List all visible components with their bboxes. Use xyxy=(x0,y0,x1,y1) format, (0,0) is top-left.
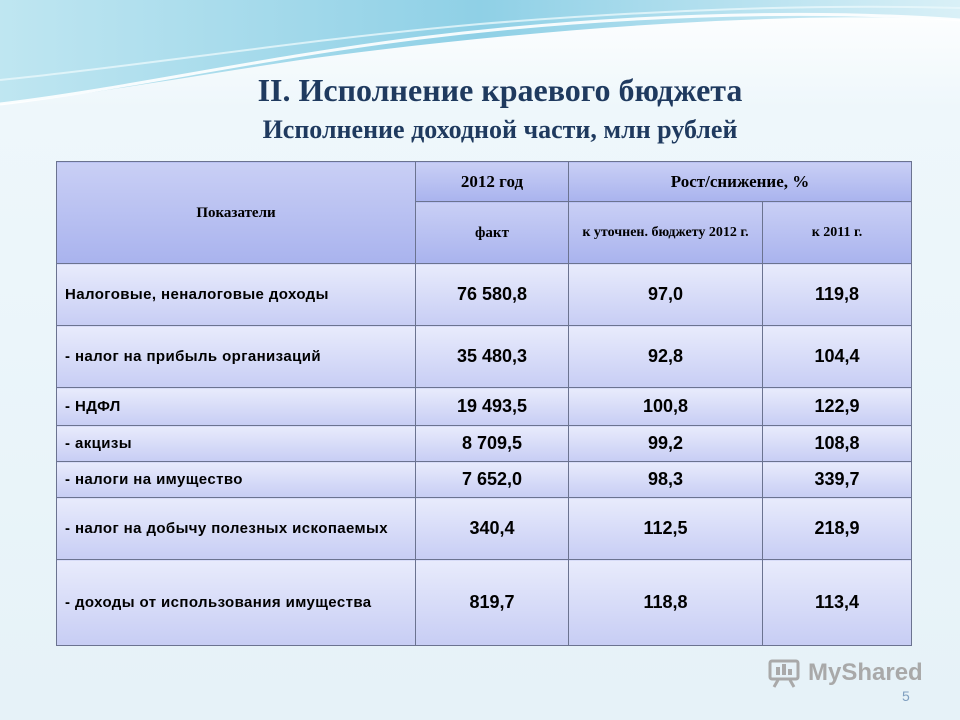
row-vs-budget: 118,8 xyxy=(569,560,763,646)
row-fact: 8 709,5 xyxy=(416,426,569,462)
slide-subtitle: Исполнение доходной части, млн рублей xyxy=(262,115,738,144)
revenue-table xyxy=(56,161,912,646)
row-vs-budget: 92,8 xyxy=(569,326,763,388)
page-number: 5 xyxy=(902,688,910,704)
row-vs-2011: 122,9 xyxy=(763,388,912,426)
header-vs-2011: к 2011 г. xyxy=(763,202,912,264)
row-vs-budget: 100,8 xyxy=(569,388,763,426)
myshared-logo xyxy=(768,658,923,688)
row-label: - акцизы xyxy=(57,426,416,462)
row-vs-budget: 97,0 xyxy=(569,264,763,326)
presentation-icon xyxy=(768,658,802,688)
row-fact: 19 493,5 xyxy=(416,388,569,426)
table-row xyxy=(57,426,912,462)
header-fact: факт xyxy=(416,202,569,264)
row-vs-2011: 218,9 xyxy=(763,498,912,560)
header-growth: Рост/снижение, % xyxy=(569,162,912,202)
row-label: - НДФЛ xyxy=(57,388,416,426)
table-row xyxy=(57,462,912,498)
row-vs-2011: 339,7 xyxy=(763,462,912,498)
row-label: - налоги на имущество xyxy=(57,462,416,498)
row-vs-budget: 98,3 xyxy=(569,462,763,498)
row-label: - налог на добычу полезных ископаемых xyxy=(57,498,416,560)
header-vs-budget: к уточнен. бюджету 2012 г. xyxy=(569,202,763,264)
table-header-row xyxy=(57,162,912,202)
slide-title: II. Исполнение краевого бюджета xyxy=(257,72,743,108)
row-fact: 7 652,0 xyxy=(416,462,569,498)
row-label: - доходы от использования имущества xyxy=(57,560,416,646)
table-row xyxy=(57,560,912,646)
row-vs-2011: 119,8 xyxy=(763,264,912,326)
row-label: - налог на прибыль организаций xyxy=(57,326,416,388)
table-row xyxy=(57,326,912,388)
row-fact: 35 480,3 xyxy=(416,326,569,388)
row-fact: 76 580,8 xyxy=(416,264,569,326)
header-year: 2012 год xyxy=(416,162,569,202)
table-row xyxy=(57,264,912,326)
row-vs-2011: 104,4 xyxy=(763,326,912,388)
header-indicators: Показатели xyxy=(57,162,416,264)
logo-text: MyShared xyxy=(808,659,923,686)
row-fact: 819,7 xyxy=(416,560,569,646)
row-vs-2011: 108,8 xyxy=(763,426,912,462)
table-row xyxy=(57,388,912,426)
row-vs-budget: 99,2 xyxy=(569,426,763,462)
table-row xyxy=(57,498,912,560)
row-fact: 340,4 xyxy=(416,498,569,560)
row-vs-budget: 112,5 xyxy=(569,498,763,560)
row-vs-2011: 113,4 xyxy=(763,560,912,646)
row-label: Налоговые, неналоговые доходы xyxy=(57,264,416,326)
